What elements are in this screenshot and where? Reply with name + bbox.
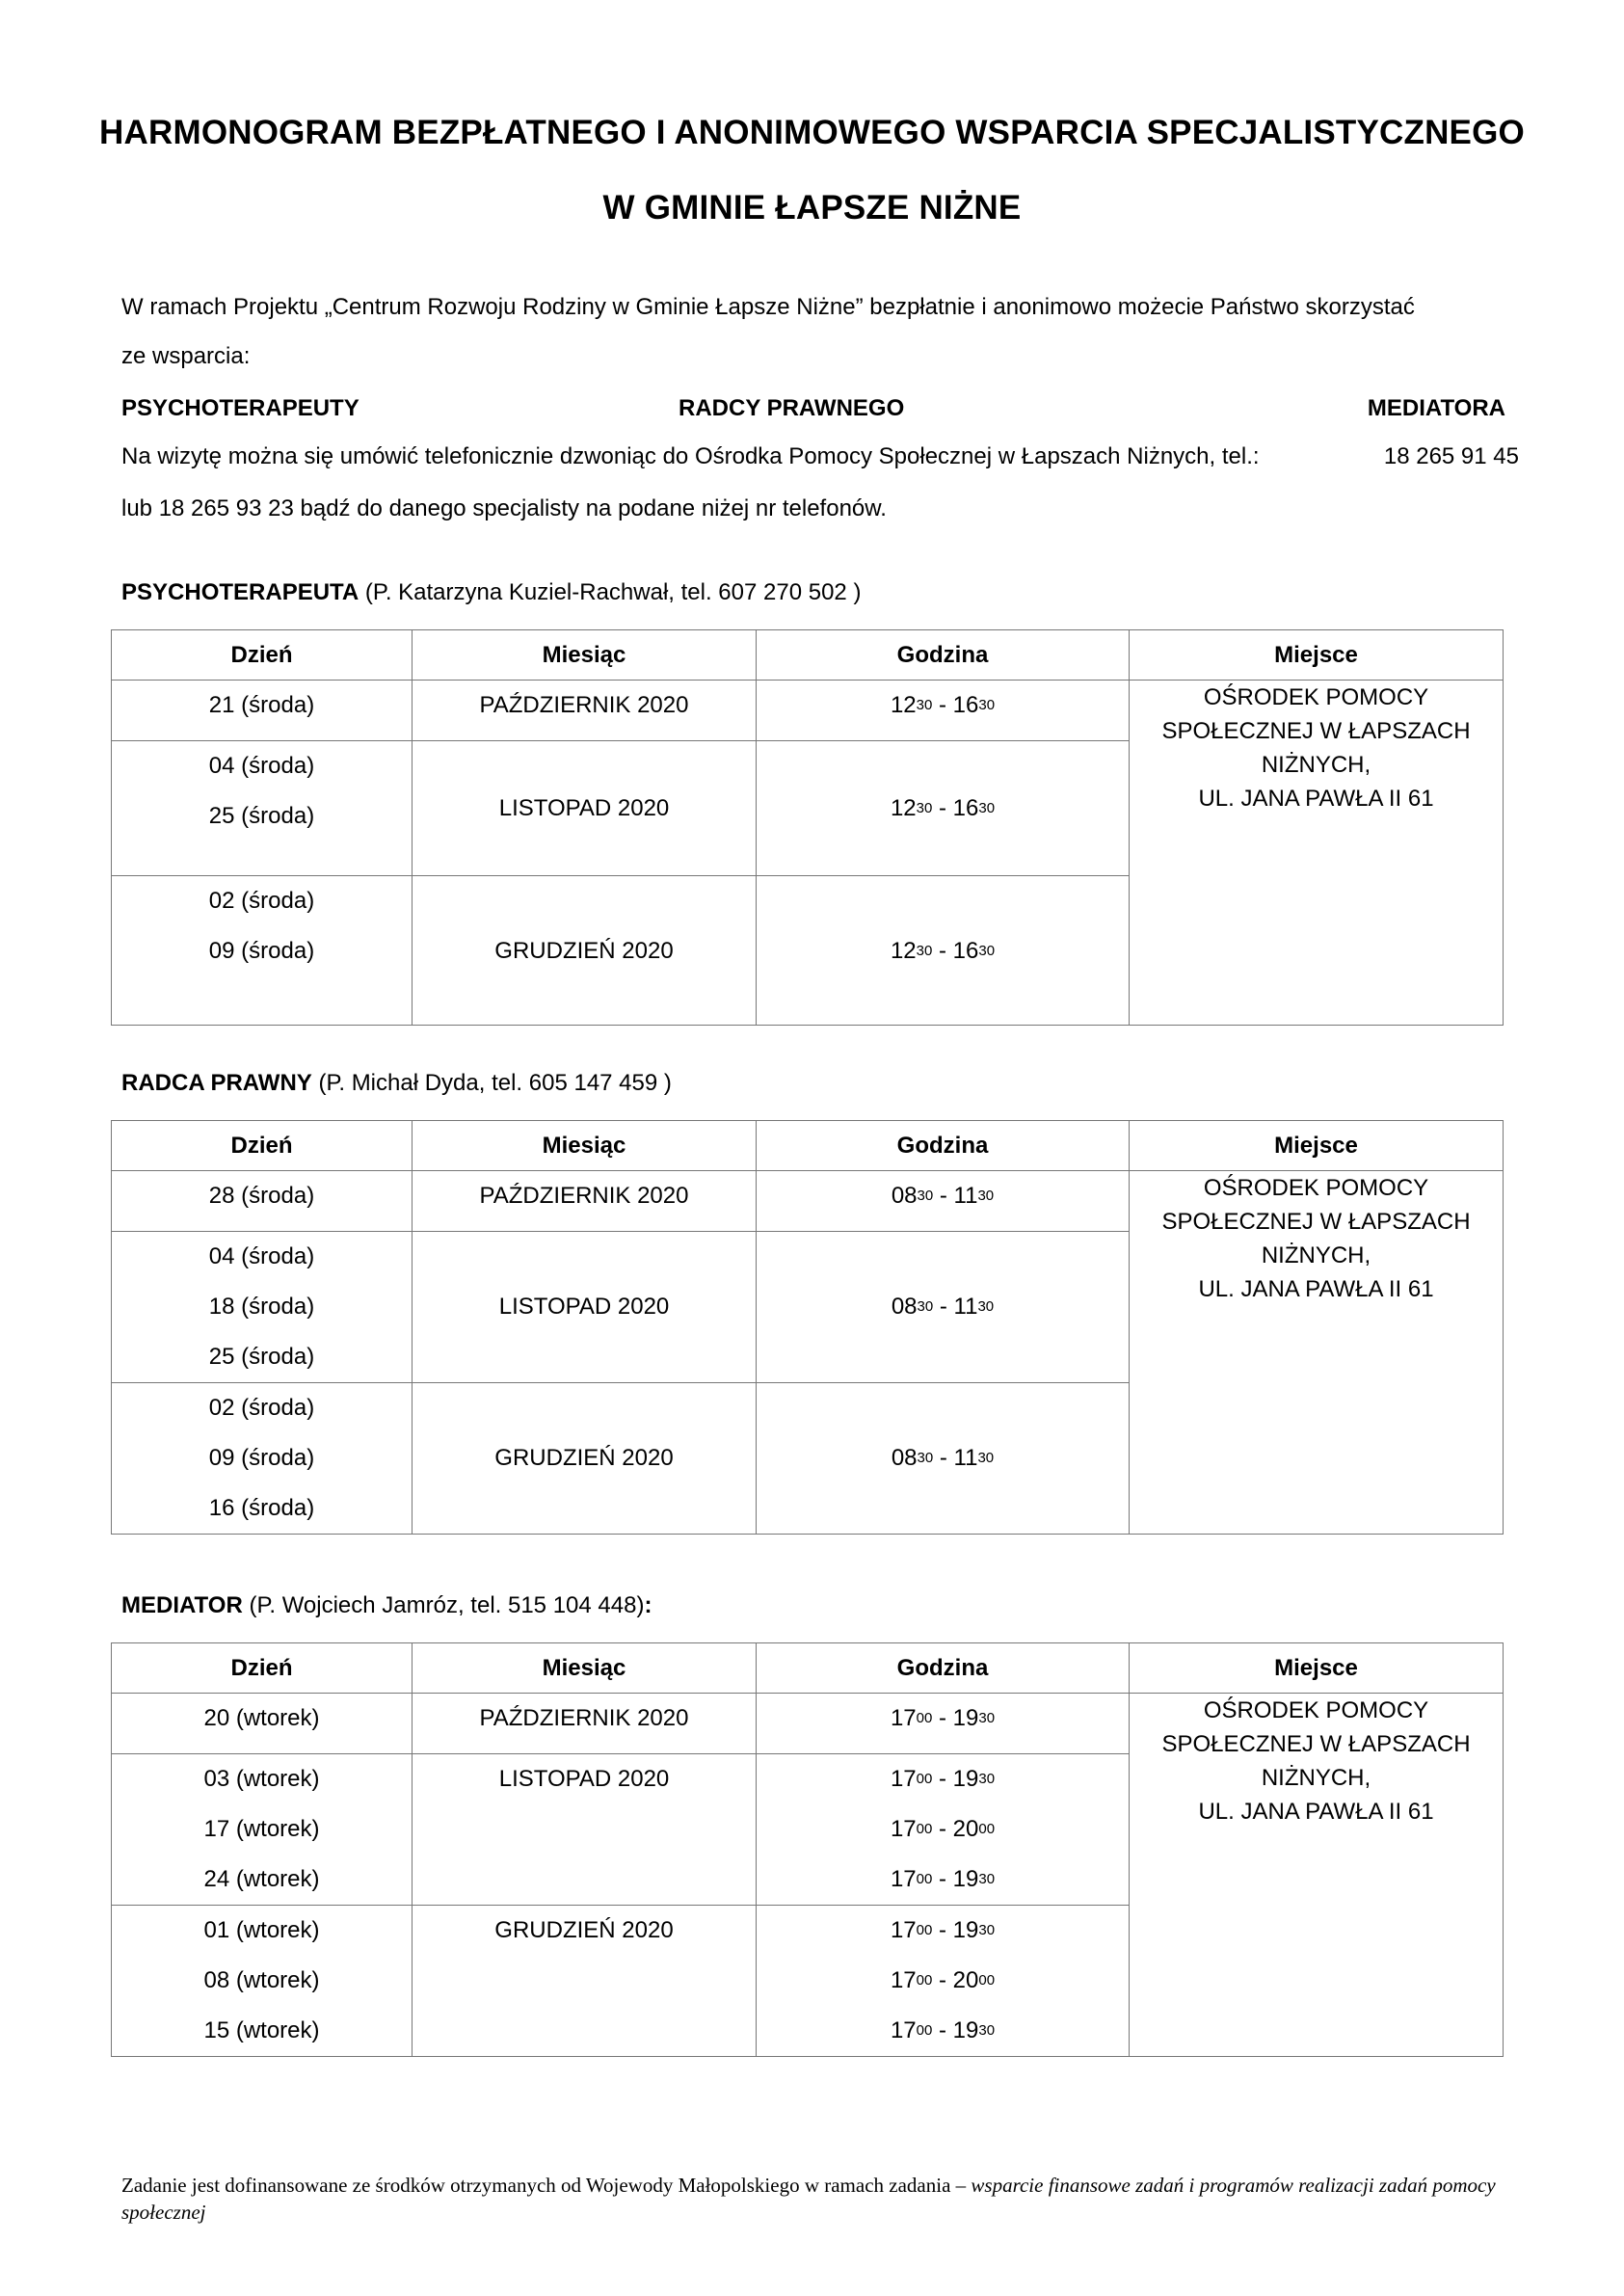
hour-text bbox=[757, 2006, 1129, 2056]
minute-start: 30 bbox=[917, 1298, 934, 1315]
specialist-label-mediator: MEDIATORA bbox=[1367, 395, 1505, 421]
hour-text bbox=[757, 1282, 1129, 1332]
minute-start: 00 bbox=[916, 1821, 933, 1837]
day-text: 04 (środa) bbox=[208, 753, 315, 779]
hour-separator: - bbox=[932, 1917, 953, 1943]
place-line: OŚRODEK POMOCY bbox=[1203, 684, 1429, 710]
hour-end: 11 bbox=[953, 1183, 978, 1209]
contact-line-1 bbox=[121, 443, 1519, 470]
day-text: 25 (środa) bbox=[208, 1344, 315, 1370]
hour-text bbox=[757, 1694, 1129, 1744]
day-cell bbox=[112, 1383, 413, 1535]
hour-end: 11 bbox=[953, 1445, 978, 1471]
month-text: PAŹDZIERNIK 2020 bbox=[479, 1183, 689, 1209]
hour-end: 19 bbox=[952, 2017, 979, 2043]
place-line: UL. JANA PAWŁA II 61 bbox=[1198, 1276, 1434, 1302]
intro-line-1: W ramach Projektu „Centrum Rozwoju Rodziny w Gminie Łapsze Niżne” bezpłatnie i anonimowo możecie Państwo skorzystać bbox=[121, 294, 1415, 320]
section-title-legal-advisor bbox=[121, 1070, 672, 1097]
day-text: 09 (środa) bbox=[208, 938, 315, 964]
day-text: 16 (środa) bbox=[208, 1495, 315, 1521]
column-header-hour: Godzina bbox=[757, 1643, 1130, 1694]
schedule-table-legal-advisor bbox=[111, 1120, 1504, 1535]
hour-start: 17 bbox=[890, 2017, 917, 2043]
intro-line-2: ze wsparcia: bbox=[121, 343, 251, 369]
column-header-place: Miejsce bbox=[1130, 1121, 1504, 1171]
section-person: (P. Michał Dyda, tel. 605 147 459 ) bbox=[311, 1070, 672, 1096]
month-cell bbox=[413, 1383, 757, 1535]
minute-end: 30 bbox=[978, 943, 996, 959]
place-line: OŚRODEK POMOCY bbox=[1203, 1697, 1429, 1723]
schedule-table-mediator bbox=[111, 1642, 1504, 2057]
place-line: SPOŁECZNEJ W ŁAPSZACH bbox=[1161, 718, 1471, 744]
day-text: 03 (wtorek) bbox=[203, 1766, 320, 1792]
section-person: (P. Katarzyna Kuziel-Rachwał, tel. 607 270 502 ) bbox=[359, 579, 862, 605]
specialist-labels bbox=[121, 395, 1505, 426]
place-line: NIŻNYCH, bbox=[1261, 1765, 1371, 1791]
minute-end: 30 bbox=[978, 1871, 996, 1887]
hour-separator: - bbox=[932, 1705, 953, 1731]
minute-start: 00 bbox=[916, 1871, 933, 1887]
section-title-mediator bbox=[121, 1592, 652, 1619]
hour-text bbox=[757, 1855, 1129, 1905]
hour-separator: - bbox=[932, 1816, 953, 1842]
minute-end: 30 bbox=[978, 1771, 996, 1787]
minute-start: 00 bbox=[916, 2022, 933, 2039]
minute-start: 00 bbox=[916, 1710, 933, 1726]
hour-cell bbox=[757, 1232, 1130, 1383]
hour-end: 16 bbox=[952, 938, 979, 964]
hour-end: 16 bbox=[952, 692, 979, 718]
column-header-place: Miejsce bbox=[1130, 1643, 1504, 1694]
day-cell bbox=[112, 1694, 413, 1754]
hour-text bbox=[757, 784, 1129, 834]
day-cell bbox=[112, 741, 413, 876]
month-cell bbox=[413, 1171, 757, 1232]
contact-line-2: lub 18 265 93 23 bądź do danego specjalisty na podane niżej nr telefonów. bbox=[121, 495, 887, 521]
place-line: UL. JANA PAWŁA II 61 bbox=[1198, 1799, 1434, 1825]
day-text: 17 (wtorek) bbox=[203, 1816, 320, 1842]
table-header-row bbox=[112, 1643, 1504, 1694]
column-header-day: Dzień bbox=[112, 630, 413, 681]
hour-cell bbox=[757, 1171, 1130, 1232]
hour-separator: - bbox=[932, 794, 953, 821]
hour-separator: - bbox=[933, 1183, 954, 1209]
place-line: NIŻNYCH, bbox=[1261, 752, 1371, 778]
table-header-row bbox=[112, 1121, 1504, 1171]
hour-separator: - bbox=[932, 2017, 953, 2043]
hour-cell bbox=[757, 1754, 1130, 1906]
column-header-hour: Godzina bbox=[757, 1121, 1130, 1171]
hour-cell bbox=[757, 1383, 1130, 1535]
schedule-table-psychotherapist bbox=[111, 629, 1504, 1026]
hour-cell bbox=[757, 876, 1130, 1026]
section-name: MEDIATOR bbox=[121, 1592, 243, 1618]
hour-end: 20 bbox=[952, 1967, 979, 1993]
contact-phone: 18 265 91 45 bbox=[1383, 443, 1519, 469]
minute-start: 00 bbox=[916, 1972, 933, 1989]
minute-end: 30 bbox=[978, 2022, 996, 2039]
place-cell bbox=[1130, 1694, 1504, 2057]
minute-start: 30 bbox=[917, 1450, 934, 1466]
place-line: SPOŁECZNEJ W ŁAPSZACH bbox=[1161, 1731, 1471, 1757]
day-text: 21 (środa) bbox=[208, 692, 315, 718]
hour-end: 19 bbox=[952, 1766, 979, 1792]
month-text: PAŹDZIERNIK 2020 bbox=[479, 1705, 689, 1731]
month-cell bbox=[413, 876, 757, 1026]
hour-text bbox=[757, 1171, 1129, 1221]
day-text: 25 (środa) bbox=[208, 803, 315, 829]
hour-text bbox=[757, 1956, 1129, 2006]
section-suffix: : bbox=[644, 1592, 652, 1618]
hour-cell bbox=[757, 681, 1130, 741]
month-text: LISTOPAD 2020 bbox=[498, 794, 670, 821]
hour-text bbox=[757, 1754, 1129, 1804]
hour-separator: - bbox=[932, 1866, 953, 1892]
hour-start: 12 bbox=[890, 938, 917, 964]
place-line: NIŻNYCH, bbox=[1261, 1242, 1371, 1268]
hour-end: 19 bbox=[952, 1917, 979, 1943]
place-cell bbox=[1130, 1171, 1504, 1535]
hour-text bbox=[757, 1906, 1129, 1956]
day-text: 01 (wtorek) bbox=[203, 1917, 320, 1943]
day-text: 02 (środa) bbox=[208, 1395, 315, 1421]
minute-end: 00 bbox=[978, 1972, 996, 1989]
hour-end: 11 bbox=[953, 1294, 978, 1320]
month-cell bbox=[413, 681, 757, 741]
hour-end: 20 bbox=[952, 1816, 979, 1842]
month-text: GRUDZIEŃ 2020 bbox=[494, 1445, 674, 1471]
hour-end: 16 bbox=[952, 794, 979, 821]
day-cell bbox=[112, 1754, 413, 1906]
footer-note bbox=[121, 2172, 1500, 2226]
month-text: GRUDZIEŃ 2020 bbox=[494, 938, 674, 964]
specialist-label-psychotherapist: PSYCHOTERAPEUTY bbox=[121, 395, 359, 421]
table-row bbox=[112, 1694, 1504, 1754]
day-text: 28 (środa) bbox=[208, 1183, 315, 1209]
day-text: 09 (środa) bbox=[208, 1445, 315, 1471]
minute-end: 00 bbox=[978, 1821, 996, 1837]
minute-end: 30 bbox=[977, 1188, 995, 1204]
day-text: 24 (wtorek) bbox=[203, 1866, 320, 1892]
day-text: 18 (środa) bbox=[208, 1294, 315, 1320]
hour-text bbox=[757, 1804, 1129, 1855]
hour-cell bbox=[757, 1694, 1130, 1754]
day-cell bbox=[112, 1906, 413, 2057]
minute-end: 30 bbox=[978, 799, 996, 816]
section-name: PSYCHOTERAPEUTA bbox=[121, 579, 359, 605]
day-text: 04 (środa) bbox=[208, 1243, 315, 1269]
footer-text: Zadanie jest dofinansowane ze środków otrzymanych od Wojewody Małopolskiego w ramach zadania – bbox=[121, 2174, 972, 2197]
hour-start: 17 bbox=[890, 1866, 917, 1892]
table-header-row bbox=[112, 630, 1504, 681]
section-name: RADCA PRAWNY bbox=[121, 1070, 312, 1096]
month-cell bbox=[413, 1906, 757, 2057]
hour-separator: - bbox=[932, 938, 953, 964]
day-text: 08 (wtorek) bbox=[203, 1967, 320, 1993]
hour-text bbox=[757, 926, 1129, 976]
hour-separator: - bbox=[932, 1766, 953, 1792]
contact-text: Na wizytę można się umówić telefonicznie dzwoniąc do Ośrodka Pomocy Społecznej w Łapszach Niżnych, tel.: bbox=[121, 443, 1260, 469]
day-cell bbox=[112, 876, 413, 1026]
hour-cell bbox=[757, 1906, 1130, 2057]
hour-start: 08 bbox=[891, 1183, 918, 1209]
section-person: (P. Wojciech Jamróz, tel. 515 104 448) bbox=[242, 1592, 645, 1618]
hour-start: 12 bbox=[890, 794, 917, 821]
minute-end: 30 bbox=[978, 697, 996, 713]
month-text: GRUDZIEŃ 2020 bbox=[494, 1917, 674, 1943]
hour-text bbox=[757, 681, 1129, 731]
hour-start: 17 bbox=[890, 1917, 917, 1943]
hour-separator: - bbox=[932, 692, 953, 718]
hour-end: 19 bbox=[952, 1866, 979, 1892]
place-line: UL. JANA PAWŁA II 61 bbox=[1198, 786, 1434, 812]
minute-start: 30 bbox=[916, 943, 933, 959]
column-header-month: Miesiąc bbox=[413, 1643, 757, 1694]
month-text: PAŹDZIERNIK 2020 bbox=[479, 692, 689, 718]
hour-start: 17 bbox=[890, 1816, 917, 1842]
place-cell bbox=[1130, 681, 1504, 1026]
hour-separator: - bbox=[933, 1294, 954, 1320]
hour-end: 19 bbox=[952, 1705, 979, 1731]
section-title-psychotherapist bbox=[121, 579, 861, 606]
day-cell bbox=[112, 1232, 413, 1383]
minute-start: 30 bbox=[916, 799, 933, 816]
hour-start: 17 bbox=[890, 1766, 917, 1792]
day-text: 02 (środa) bbox=[208, 888, 315, 914]
month-text: LISTOPAD 2020 bbox=[498, 1294, 670, 1320]
month-cell bbox=[413, 741, 757, 876]
table-row bbox=[112, 1171, 1504, 1232]
minute-end: 30 bbox=[977, 1450, 995, 1466]
table-row bbox=[112, 681, 1504, 741]
column-header-month: Miesiąc bbox=[413, 630, 757, 681]
document-title-line-2: W GMINIE ŁAPSZE NIŻNE bbox=[602, 189, 1022, 227]
footer-italic-text: wsparcie finansowe zadań i programów realizacji zadań pomocy społecznej bbox=[121, 2174, 1496, 2224]
day-cell bbox=[112, 1171, 413, 1232]
hour-separator: - bbox=[932, 1967, 953, 1993]
month-cell bbox=[413, 1232, 757, 1383]
column-header-day: Dzień bbox=[112, 1121, 413, 1171]
column-header-hour: Godzina bbox=[757, 630, 1130, 681]
day-cell bbox=[112, 681, 413, 741]
minute-end: 30 bbox=[978, 1922, 996, 1938]
minute-start: 30 bbox=[917, 1188, 934, 1204]
specialist-label-legal-advisor: RADCY PRAWNEGO bbox=[679, 395, 905, 421]
minute-start: 00 bbox=[916, 1922, 933, 1938]
hour-start: 08 bbox=[891, 1294, 918, 1320]
column-header-month: Miesiąc bbox=[413, 1121, 757, 1171]
column-header-day: Dzień bbox=[112, 1643, 413, 1694]
place-line: OŚRODEK POMOCY bbox=[1203, 1175, 1429, 1201]
month-cell bbox=[413, 1754, 757, 1906]
minute-end: 30 bbox=[977, 1298, 995, 1315]
minute-start: 00 bbox=[916, 1771, 933, 1787]
month-text: LISTOPAD 2020 bbox=[498, 1766, 670, 1792]
hour-text bbox=[757, 1433, 1129, 1483]
column-header-place: Miejsce bbox=[1130, 630, 1504, 681]
day-text: 15 (wtorek) bbox=[203, 2017, 320, 2043]
hour-start: 17 bbox=[890, 1705, 917, 1731]
minute-start: 30 bbox=[916, 697, 933, 713]
hour-start: 17 bbox=[890, 1967, 917, 1993]
hour-start: 08 bbox=[891, 1445, 918, 1471]
hour-cell bbox=[757, 741, 1130, 876]
hour-separator: - bbox=[933, 1445, 954, 1471]
place-line: SPOŁECZNEJ W ŁAPSZACH bbox=[1161, 1209, 1471, 1235]
document-title-line-1: HARMONOGRAM BEZPŁATNEGO I ANONIMOWEGO WSPARCIA SPECJALISTYCZNEGO bbox=[99, 114, 1525, 151]
month-cell bbox=[413, 1694, 757, 1754]
day-text: 20 (wtorek) bbox=[203, 1705, 320, 1731]
minute-end: 30 bbox=[978, 1710, 996, 1726]
hour-start: 12 bbox=[890, 692, 917, 718]
